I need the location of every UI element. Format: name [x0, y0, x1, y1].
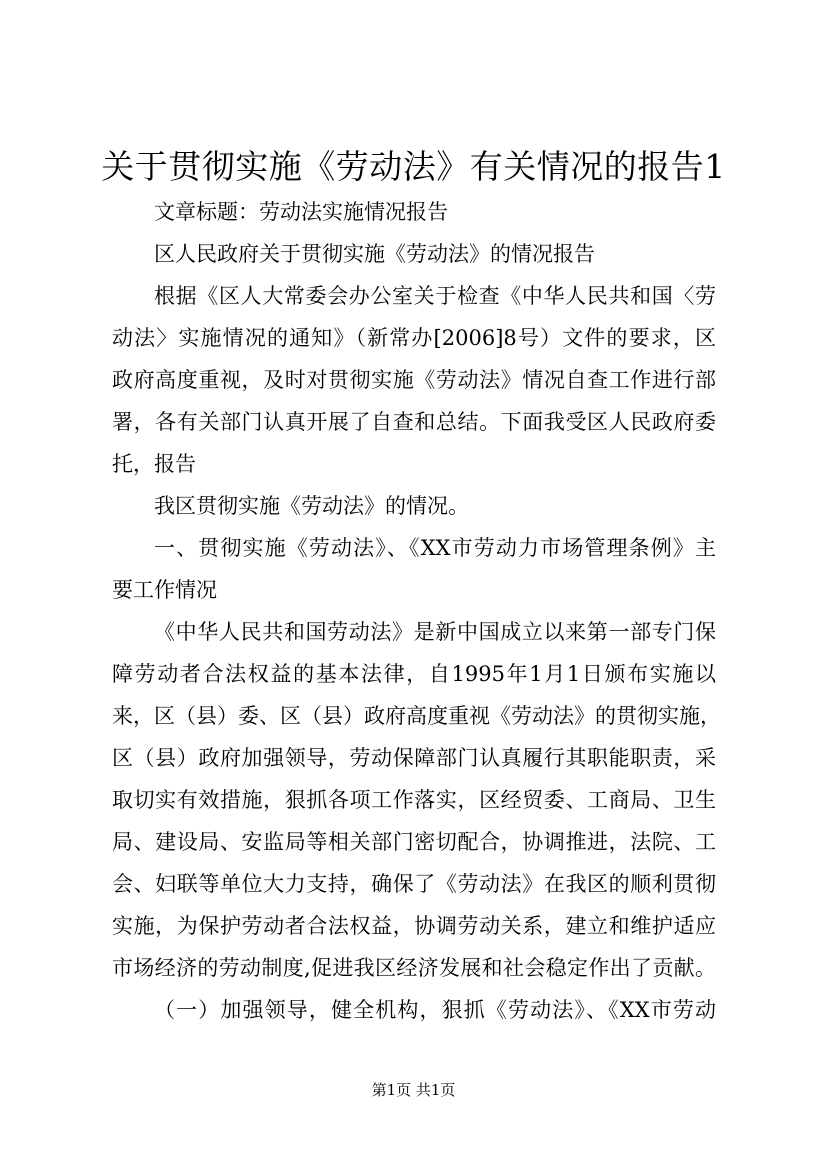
page-number-footer: 第1页 共1页	[371, 1081, 456, 1099]
paragraph-line: 局、建设局、安监局等相关部门密切配合，协调推进，法院、工	[112, 830, 716, 854]
paragraph-line: 动法〉实施情况的通知》（新常办[2006]8号）文件的要求，区	[112, 326, 716, 350]
report-heading-line: 区人民政府关于贯彻实施《劳动法》的情况报告	[154, 242, 595, 266]
document-title: 关于贯彻实施《劳动法》有关情况的报告1	[101, 147, 726, 186]
paragraph-line: 《中华人民共和国劳动法》是新中国成立以来第一部专门保	[154, 620, 716, 644]
paragraph-line: 根据《区人大常委会办公室关于检查《中华人民共和国〈劳	[154, 284, 716, 308]
paragraph-line: 政府高度重视，及时对贯彻实施《劳动法》情况自查工作进行部	[112, 368, 716, 392]
paragraph-line: 取切实有效措施，狠抓各项工作落实，区经贸委、工商局、卫生	[112, 788, 716, 812]
paragraph-line: 区（县）政府加强领导，劳动保障部门认真履行其职能职责，采	[112, 746, 716, 770]
paragraph-line: 托，报告	[112, 452, 196, 476]
paragraph-line: 实施，为保护劳动者合法权益，协调劳动关系，建立和维护适应	[112, 914, 716, 938]
paragraph-line: 署，各有关部门认真开展了自查和总结。下面我受区人民政府委	[112, 410, 716, 434]
section-heading-line: 要工作情况	[112, 578, 217, 602]
section-heading-line: 一、贯彻实施《劳动法》、《XX市劳动力市场管理条例》主	[154, 536, 716, 560]
paragraph-line: 我区贯彻实施《劳动法》的情况。	[154, 494, 469, 518]
paragraph-line: 市场经济的劳动制度,促进我区经济发展和社会稳定作出了贡献。	[112, 956, 716, 980]
paragraph-line: 会、妇联等单位大力支持，确保了《劳动法》在我区的顺利贯彻	[112, 872, 716, 896]
paragraph-line: 来，区（县）委、区（县）政府高度重视《劳动法》的贯彻实施，	[112, 704, 721, 728]
subsection-heading-line: （一）加强领导，健全机构，狠抓《劳动法》、《XX市劳动	[154, 998, 716, 1022]
article-title-line: 文章标题：劳动法实施情况报告	[154, 200, 448, 224]
paragraph-line: 障劳动者合法权益的基本法律，自1995年1月1日颁布实施以	[112, 662, 716, 686]
